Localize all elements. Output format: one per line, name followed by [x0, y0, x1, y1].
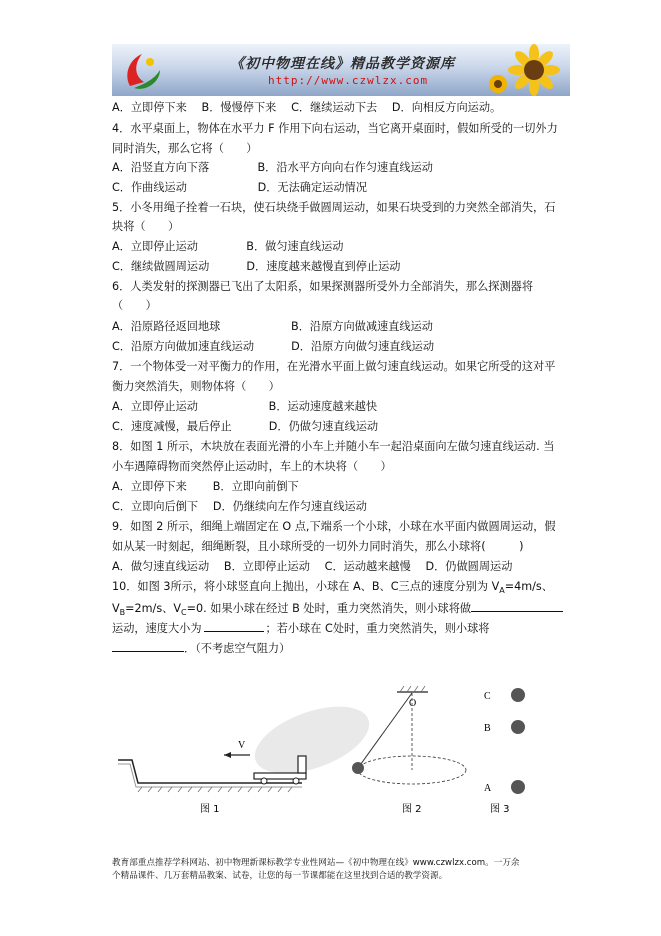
- q6-options-ab: A．沿原路径返回地球 B．沿原方向做减速直线运动: [112, 320, 433, 333]
- header-banner: [112, 44, 570, 96]
- q4-text-line2: 同时消失，那么它将（ ）: [112, 142, 258, 155]
- fig2-o-label: O: [409, 698, 417, 709]
- q10-text-line3: 运动，速度大小为 ；若小球在 C处时，重力突然消失，则小球将: [112, 622, 490, 635]
- q9-text-line2: 如从某一时刻起，细绳断裂，且小球所受的一切外力同时消失，那么小球将( ): [112, 540, 524, 553]
- answer-blank-2[interactable]: [204, 620, 264, 632]
- answer-blank-1[interactable]: [471, 600, 563, 612]
- q7-options-ab: A．立即停止运动 B．运动速度越来越快: [112, 400, 378, 413]
- fig2-ball: [352, 762, 364, 774]
- cart-body: [254, 773, 306, 779]
- q8-text-line2: 小车遇障碍物而突然停止运动时，车上的木块将（ ）: [112, 460, 392, 473]
- fig1-caption: 图 1: [200, 804, 220, 815]
- q6-text-line1: 6．人类发射的探测器已飞出了太阳系，如果探测器所受外力全部消失，那么探测器将: [112, 280, 534, 293]
- footer-line-2: 个精品课件、几万套精品教案、试卷，让您的每一节课都能在这里找到合适的教学资源。: [112, 871, 448, 881]
- q5-options-ab: A．立即停止运动 B．做匀速直线运动: [112, 240, 344, 253]
- figures-area: [112, 680, 560, 830]
- fig3-ball-b: [511, 720, 525, 734]
- q4-text-line1: 4．水平桌面上，物体在水平力 F 作用下向右运动，当它离开桌面时，假如所受的一切外力: [112, 122, 558, 135]
- sunflower-icon: [478, 44, 570, 96]
- q5-text-line2: 块将（ ）: [112, 220, 180, 233]
- site-logo-icon: [120, 48, 164, 92]
- fig3-caption: 图 3: [490, 804, 510, 815]
- q7-text-line2: 衡力突然消失，则物体将（ ）: [112, 380, 280, 393]
- fig3-ball-c: [511, 688, 525, 702]
- q6-text-line2: （ ）: [112, 299, 157, 312]
- obstacle-block: [298, 756, 306, 773]
- banner-url: http://www.czwlzx.com: [268, 74, 429, 87]
- fig3-ball-a: [511, 780, 525, 794]
- page-footer: [112, 857, 572, 883]
- fig2-caption: 图 2: [402, 804, 422, 815]
- fig3-a-label: A: [484, 783, 492, 794]
- q9-text-line1: 9．如图 2 所示，细绳上端固定在 O 点,下端系一个小球，小球在水平面内做圆周运动，假: [112, 520, 556, 533]
- cart-wheel-right: [293, 778, 299, 784]
- fig3-c-label: C: [484, 691, 491, 702]
- q4-options-cd: C．作曲线运动 D．无法确定运动情况: [112, 181, 367, 194]
- figure-2: [352, 686, 466, 815]
- q10-text-line1: 10．如图 3所示，将小球竖直向上抛出，小球在 A、B、C三点的速度分别为 $V_A=4m/s$、: [112, 580, 553, 596]
- q8-text-line1: 8．如图 1 所示，木块放在表面光滑的小车上并随小车一起沿桌面向左做匀速直线运动. 当: [112, 440, 555, 453]
- cart-wheel-left: [261, 778, 267, 784]
- q4-options-ab: A．沿竖直方向下落 B．沿水平方向向右作匀速直线运动: [112, 161, 433, 174]
- q8-options-ab: A．立即停下来 B．立即向前倒下: [112, 480, 299, 493]
- fig1-v-label: V: [238, 740, 246, 751]
- q10-text-line2: $V_B=2m/s$、$V_C=0$. 如果小球在经过 B 处时，重力突然消失，则小球将做: [112, 600, 582, 620]
- q8-options-cd: C．立即向后倒下 D．仍继续向左作匀速直线运动: [112, 500, 367, 513]
- figure-3: [484, 688, 525, 815]
- banner-title: 《初中物理在线》精品教学资源库: [230, 56, 455, 72]
- answer-blank-3[interactable]: [112, 640, 184, 652]
- fig3-b-label: B: [484, 723, 491, 734]
- q5-text-line1: 5．小冬用绳子拴着一石块，使石块绕手做圆周运动，如果石块受到的力突然全部消失，石: [112, 201, 556, 214]
- q7-text-line1: 7．一个物体受一对平衡力的作用，在光滑水平面上做匀速直线运动。如果它所受的这对平: [112, 360, 556, 373]
- q10-text-line4: ．（不考虑空气阻力）: [112, 640, 582, 656]
- figures-svg: [112, 680, 560, 830]
- q6-options-cd: C．沿原方向做加速直线运动 D．沿原方向做匀速直线运动: [112, 340, 435, 353]
- q9-options: A．做匀速直线运动 B．立即停止运动 C．运动越来越慢 D．仍做圆周运动: [112, 560, 513, 573]
- q5-options-cd: C．继续做圆周运动 D．速度越来越慢直到停止运动: [112, 260, 401, 273]
- q7-options-cd: C．速度减慢，最后停止 D．仍做匀速直线运动: [112, 420, 379, 433]
- footer-line-1: 教育部重点推荐学科网站、初中物理新课标教学专业性网站—《初中物理在线》www.czwlzx.com。一万余: [112, 858, 520, 868]
- arrow-head-icon: [224, 752, 231, 758]
- q3-options: A．立即停下来 B．慢慢停下来 C．继续运动下去 D．向相反方向运动。: [112, 101, 502, 114]
